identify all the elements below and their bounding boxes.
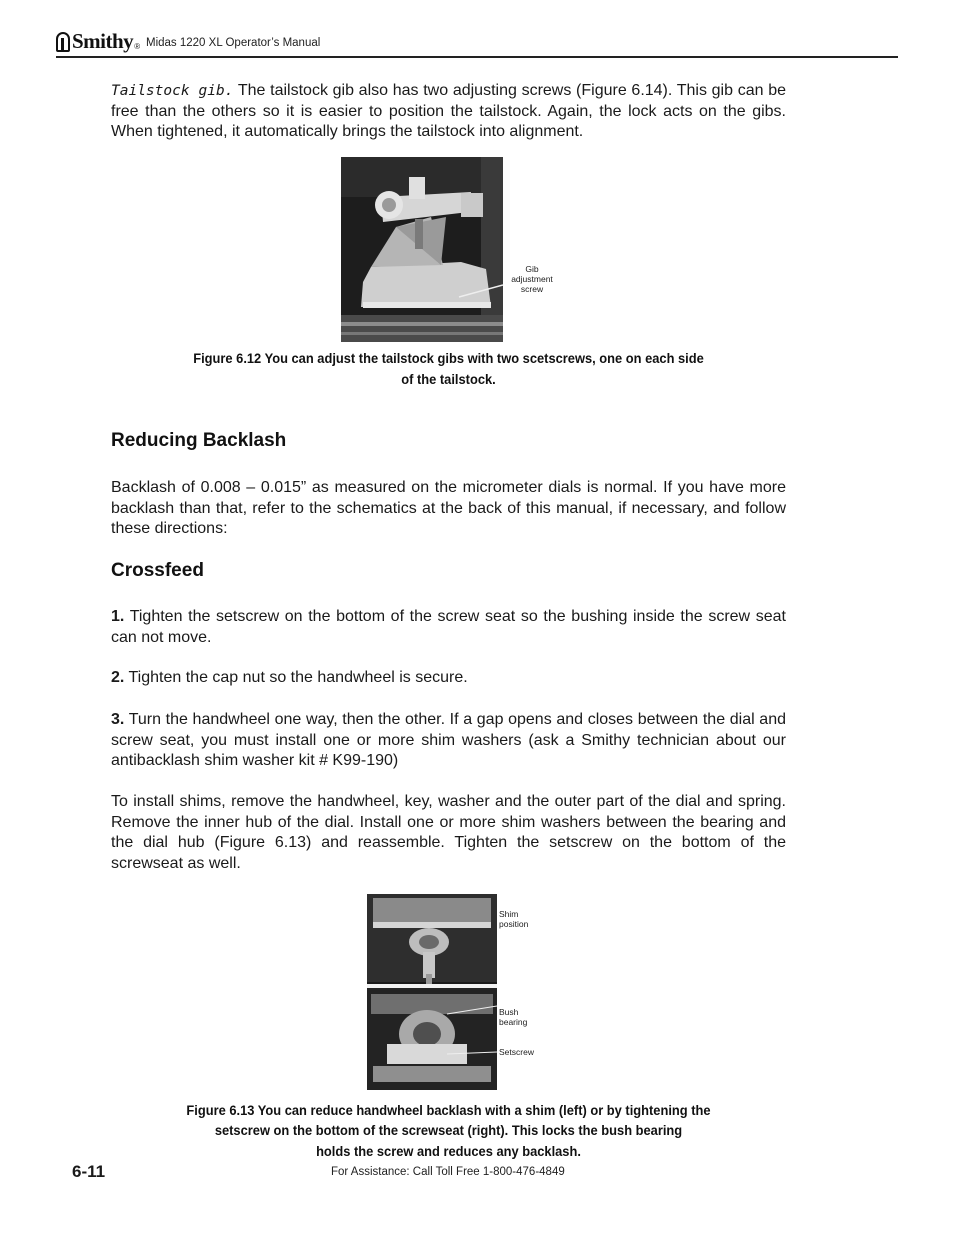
reducing-backlash-heading: Reducing Backlash bbox=[111, 430, 287, 451]
page-number: 6-11 bbox=[72, 1162, 106, 1181]
smithy-logo-icon bbox=[56, 32, 70, 52]
step-text: Tighten the setscrew on the bottom of the screw seat so the bushing inside the screw seat can not move. bbox=[111, 608, 786, 646]
figure-6-12-caption-line-2: of the tailstock. bbox=[401, 371, 496, 387]
smithy-logo bbox=[56, 26, 140, 52]
setscrew-label: Setscrew bbox=[499, 1047, 534, 1057]
install-shims-paragraph: To install shims, remove the handwheel, key, washer and the outer part of the dial and spring. Remove the inner hub of the dial. Install one or more shim washers between the bearing and the dial hub (Figure 6.13) and reassemble. Tighten the setscrew on the bottom of the screwseat as well. bbox=[111, 793, 786, 872]
manual-title: Midas 1220 XL Operator’s Manual bbox=[146, 37, 321, 49]
assistance-line: For Assistance: Call Toll Free 1-800-476-4849 bbox=[331, 1166, 565, 1178]
step-number: 3. bbox=[111, 711, 125, 728]
step-number: 1. bbox=[111, 608, 125, 625]
figure-6-13-crossfeed-photo bbox=[367, 894, 497, 1090]
crossfeed-photo-drawing bbox=[367, 894, 497, 1090]
backlash-paragraph: Backlash of 0.008 – 0.015” as measured on the micrometer dials is normal. If you have more backlash than that, refer to the schematics at the back of this manual, if necessary, and follow these directions: bbox=[111, 479, 786, 537]
tailstock-gib-lead: Tailstock gib. bbox=[111, 83, 234, 99]
step-text: Tighten the cap nut so the handwheel is secure. bbox=[124, 669, 468, 686]
step-number: 2. bbox=[111, 669, 125, 686]
figure-6-13-caption-line-1: Figure 6.13 You can reduce handwheel backlash with a shim (left) or by tightening the bbox=[186, 1102, 711, 1118]
shim-position-label: Shim position bbox=[499, 909, 529, 929]
gib-adjustment-screw-label: Gib adjustment screw bbox=[511, 264, 553, 294]
figure-6-13-caption-line-3: holds the screw and reduces any backlash. bbox=[316, 1143, 581, 1159]
crossfeed-step-3 bbox=[111, 710, 786, 772]
tailstock-photo-drawing bbox=[341, 157, 503, 342]
crossfeed-step-1 bbox=[111, 607, 786, 648]
bush-bearing-label: Bush bearing bbox=[499, 1007, 528, 1027]
page-header bbox=[56, 26, 898, 58]
logo-text: Smithy bbox=[72, 29, 134, 53]
crossfeed-heading: Crossfeed bbox=[111, 560, 204, 581]
figure-6-12-caption-line-1: Figure 6.12 You can adjust the tailstock gibs with two scetscrews, one on each side bbox=[193, 350, 704, 366]
registered-mark: ® bbox=[134, 42, 141, 51]
figure-6-12-tailstock-photo bbox=[341, 157, 503, 342]
step-text: Turn the handwheel one way, then the other. If a gap opens and closes between the dial and screw seat, you must install one or more shim washers (ask a Smithy technician about our antibacklash shim washer kit # K99-190) bbox=[111, 711, 786, 769]
tailstock-gib-text: The tailstock gib also has two adjusting screws (Figure 6.14). This gib can be free than the others so it is easier to position the tailstock. Again, the lock acts on the gibs. When tightened, it automatically brings the tailstock into alignment. bbox=[111, 82, 786, 140]
tailstock-gib-paragraph bbox=[111, 81, 786, 143]
figure-6-13-caption-line-2: setscrew on the bottom of the screwseat (right). This locks the bush bearing bbox=[214, 1122, 683, 1138]
crossfeed-step-2 bbox=[111, 668, 786, 689]
